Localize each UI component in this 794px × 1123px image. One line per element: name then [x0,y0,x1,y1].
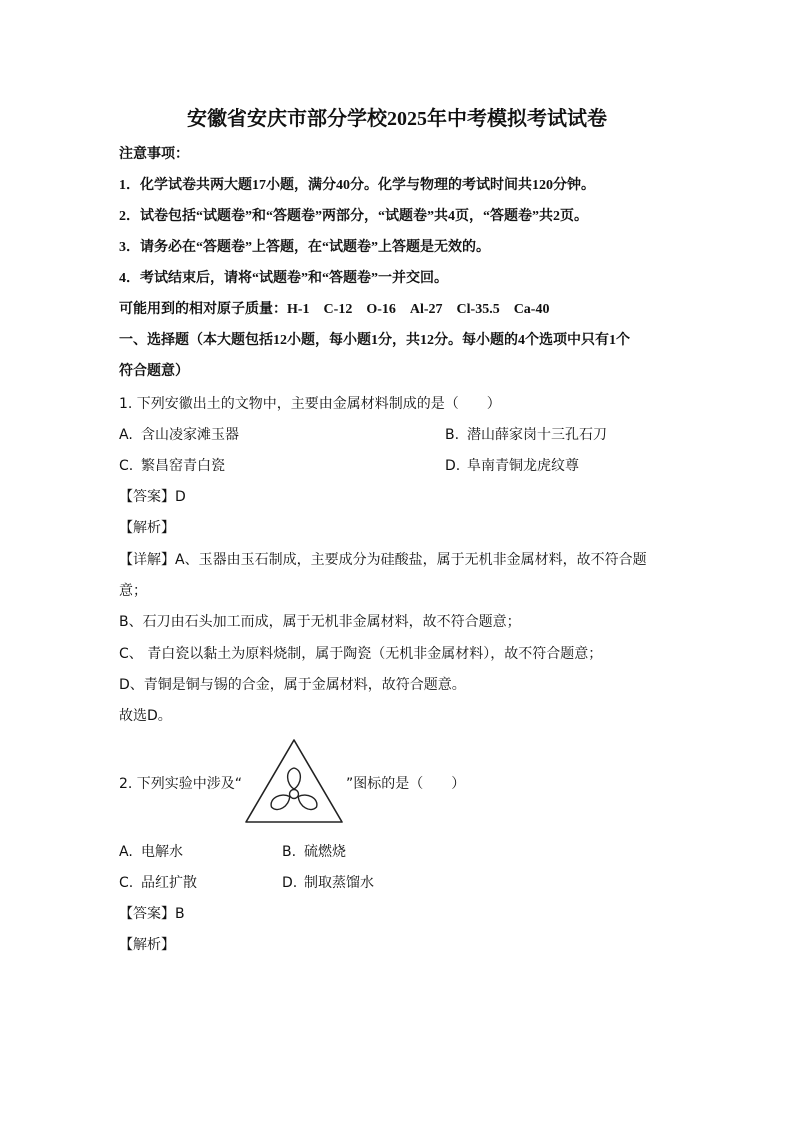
option-text: 阜南青铜龙虎纹尊 [467,458,579,474]
notice-item: 1．化学试卷共两大题17小题，满分40分。化学与物理的考试时间共120分钟。 [119,178,595,193]
q2-option-c [119,874,197,892]
q1-detail-line: B、石刀由石头加工而成，属于无机非金属材料，故不符合题意； [119,614,521,630]
atomic-masses: 可能用到的相对原子质量：H-1 C-12 O-16 Al-27 Cl-35.5 Ca-40 [119,302,550,317]
option-key: C. [119,458,134,474]
q1-detail-line: 【详解】A、玉器由玉石制成，主要成分为硅酸盐，属于无机非金属材料，故不符合题 [119,552,647,568]
option-text: 品红扩散 [141,875,197,891]
q1-option-a [119,426,239,444]
option-key: D. [445,458,461,474]
page-title: 安徽省安庆市部分学校2025年中考模拟考试试卷 [187,108,607,130]
notice-item: 3．请务必在“答题卷”上答题，在“试题卷”上答题是无效的。 [119,240,490,255]
notice-heading: 注意事项： [119,147,189,162]
q1-answer: 【答案】D [119,489,186,505]
option-text: 含山凌家滩玉器 [141,427,239,443]
option-key: B. [445,427,460,443]
q2-answer: 【答案】B [119,906,185,922]
q1-detail-line: 故选D。 [119,708,172,724]
q2-option-a [119,843,183,861]
section-heading-cont: 符合题意） [119,364,189,379]
q1-detail-line: 意； [119,583,147,599]
q1-option-b [445,426,607,444]
question-2-stem-before: 2. 下列实验中涉及“ [119,776,243,792]
option-key: C. [119,875,134,891]
option-text: 制取蒸馏水 [304,875,374,891]
section-heading: 一、选择题（本大题包括12小题，每小题1分，共12分。每小题的4个选项中只有1个 [119,333,630,348]
option-text: 繁昌窑青白瓷 [141,458,225,474]
option-text: 电解水 [141,844,183,860]
fan-ventilation-icon [243,737,345,825]
option-key: A. [119,844,133,860]
q1-detail-line: D、青铜是铜与锡的合金，属于金属材料，故符合题意。 [119,677,466,693]
q1-option-c [119,457,225,475]
notice-item: 2．试卷包括“试题卷”和“答题卷”两部分，“试题卷”共4页，“答题卷”共2页。 [119,209,588,224]
option-key: B. [282,844,297,860]
q1-option-d [445,457,579,475]
question-2-stem-after: ”图标的是（ ） [346,776,466,792]
q2-option-d [282,874,374,892]
q1-detail-line: C、 青白瓷以黏土为原料烧制，属于陶瓷（无机非金属材料），故不符合题意； [119,646,603,662]
question-1-stem: 1. 下列安徽出土的文物中，主要由金属材料制成的是（ ） [119,396,501,412]
notice-item: 4．考试结束后，请将“试题卷”和“答题卷”一并交回。 [119,271,448,286]
option-key: A. [119,427,133,443]
option-text: 潜山薛家岗十三孔石刀 [467,427,607,443]
q2-analysis-label: 【解析】 [119,937,175,953]
option-key: D. [282,875,298,891]
q1-analysis-label: 【解析】 [119,520,175,536]
q2-option-b [282,843,346,861]
option-text: 硫燃烧 [304,844,346,860]
